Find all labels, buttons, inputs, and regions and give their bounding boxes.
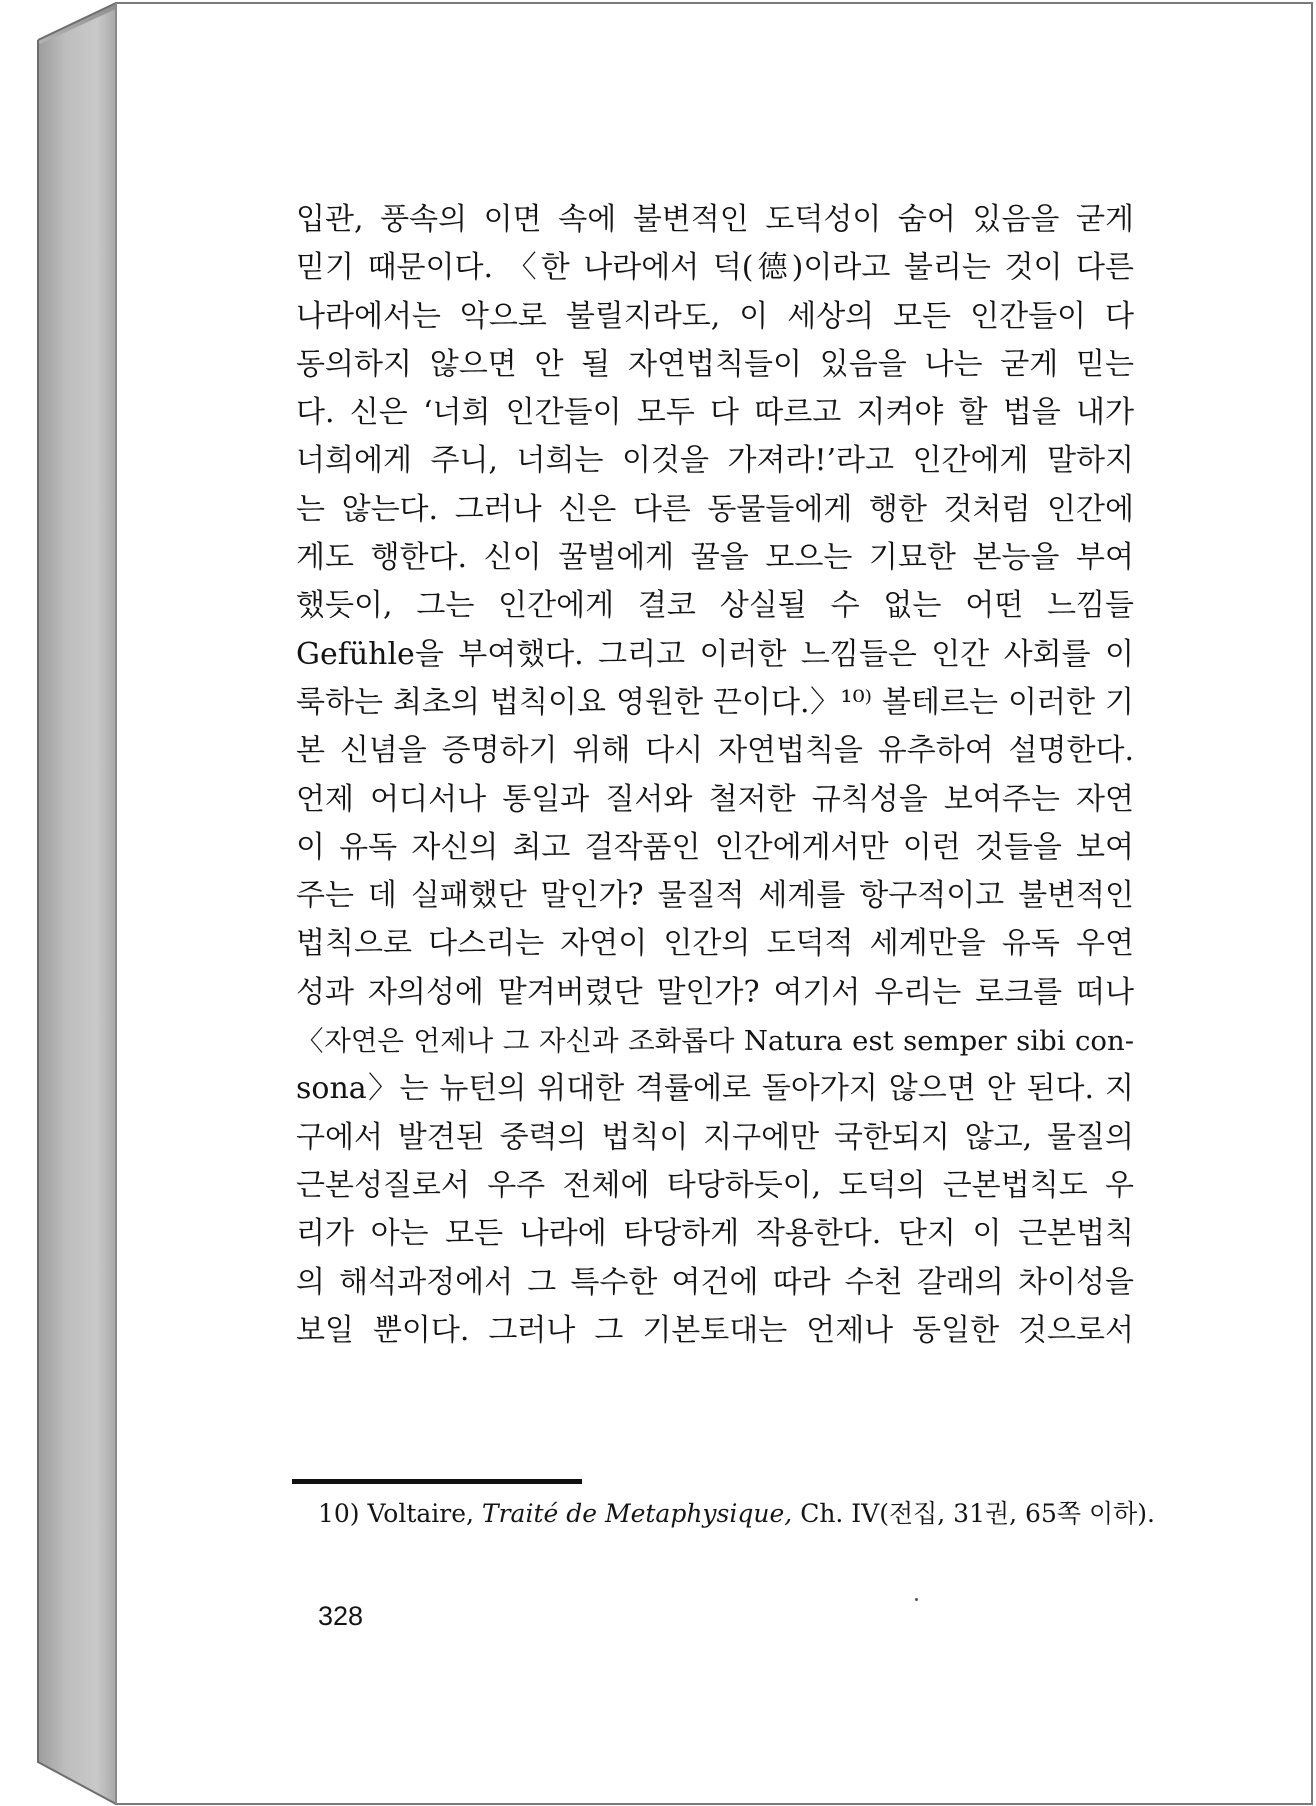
text-line: 는 않는다. 그러나 신은 다른 동물들에게 행한 것처럼 인간에 (296, 491, 1134, 527)
text-line: 법칙으로 다스리는 자연이 인간의 도덕적 세계만을 유독 우연 (296, 926, 1134, 962)
text-line: 구에서 발견된 중력의 법칙이 지구에만 국한되지 않고, 물질의 (296, 1119, 1134, 1155)
text-line: 너희에게 주니, 너희는 이것을 가져라!’라고 인간에게 말하지 (296, 443, 1134, 479)
footnote-number: 10) Voltaire, (318, 1499, 474, 1528)
text-line: Gefühle을 부여했다. 그리고 이러한 느낌들은 인간 사회를 이 (296, 636, 1134, 672)
text-line: 나라에서는 악으로 불릴지라도, 이 세상의 모든 인간들이 다 (296, 298, 1134, 334)
footnote-rule (292, 1479, 582, 1484)
text-line: 룩하는 최초의 법칙이요 영원한 끈이다.〉¹⁰⁾ 볼테르는 이러한 기 (296, 684, 1134, 720)
text-line: 주는 데 실패했단 말인가? 물질적 세계를 항구적이고 불변적인 (296, 878, 1134, 914)
text-line: 믿기 때문이다. 〈한 나라에서 덕(德)이라고 불리는 것이 다른 (296, 250, 1134, 286)
text-line: 근본성질로서 우주 전체에 타당하듯이, 도덕의 근본법칙도 우 (296, 1167, 1134, 1203)
text-line: 언제 어디서나 통일과 질서와 철저한 규칙성을 보여주는 자연 (296, 781, 1134, 817)
text-line: 했듯이, 그는 인간에게 결코 상실될 수 없는 어떤 느낌들 (296, 588, 1134, 624)
page-content (296, 196, 1155, 1636)
text-line: 〈자연은 언제나 그 자신과 조화롭다 Natura est semper sibi con- (296, 1025, 1134, 1058)
text-line: 본 신념을 증명하기 위해 다시 자연법칙을 유추하여 설명한다. (296, 733, 1134, 769)
body-text (296, 196, 1134, 1355)
text-line: 입관, 풍속의 이면 속에 불변적인 도덕성이 숨어 있음을 굳게 (296, 202, 1134, 237)
text-line: sona〉는 뉴턴의 위대한 격률에로 돌아가지 않으면 안 된다. 지 (296, 1071, 1134, 1107)
text-line: 동의하지 않으면 안 될 자연법칙들이 있음을 나는 굳게 믿는 (296, 346, 1134, 382)
text-line: 의 해석과정에서 그 특수한 여건에 따라 수천 갈래의 차이성을 (296, 1264, 1134, 1300)
page-number: 328 (318, 1601, 364, 1631)
text-line: 보일 뿐이다. 그러나 그 기본토대는 언제나 동일한 것으로서 (296, 1312, 1134, 1348)
text-line: 다. 신은 ‘너희 인간들이 모두 다 따르고 지켜야 할 법을 내가 (296, 395, 1134, 431)
book-spine (38, 3, 116, 1804)
footnote-reference: Ch. IV(전집, 31권, 65쪽 이하). (800, 1499, 1155, 1528)
text-line: 리가 아는 모든 나라에 타당하게 작용한다. 단지 이 근본법칙 (296, 1216, 1134, 1252)
text-line: 성과 자의성에 맡겨버렸단 말인가? 여기서 우리는 로크를 떠나 (296, 974, 1134, 1010)
text-line: 게도 행한다. 신이 꿀벌에게 꿀을 모으는 기묘한 본능을 부여 (296, 540, 1134, 576)
footnote-title: Traité de Metaphysique, (481, 1499, 793, 1528)
footnote (318, 1496, 1155, 1532)
print-speck (915, 1598, 918, 1601)
text-line: 이 유독 자신의 최고 걸작품인 인간에게서만 이런 것들을 보여 (296, 829, 1134, 865)
